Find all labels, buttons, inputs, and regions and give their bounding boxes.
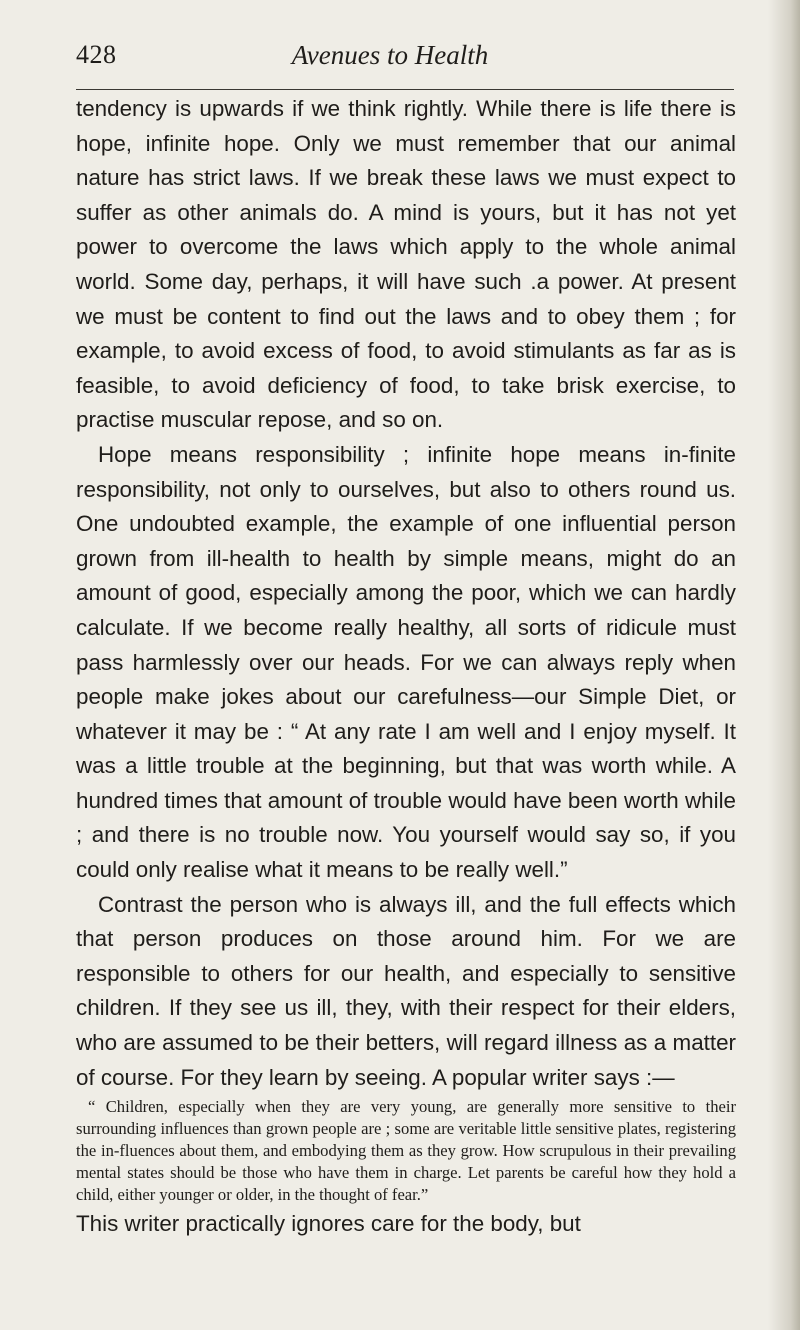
paragraph-hope: Hope means responsibility ; infinite hope means in-finite responsibility, not only to ourselves, but also to others round us. One undoubted example, the example of one influential person grown from ill-health to health by simple means, might do an amount of good, especially among the poor, which we can hardly calculate. If we become really healthy, all sorts of ridicule must pass harmlessly over our heads. For we can always reply when people make jokes about our carefulness—our Simple Diet, or whatever it may be : “ At any rate I am well and I enjoy myself. It was a little trouble at the beginning, but that was worth while. A hundred times that amount of trouble would have been worth while ; and there is no trouble now. You yourself would say so, if you could only realise what it means to be really well.” (76, 441, 736, 883)
header-rule (76, 89, 734, 90)
running-head: Avenues to Health (291, 40, 489, 70)
page-number: 428 (76, 40, 117, 69)
block-quote: “ Children, especially when they are very young, are generally more sensitive to their surrounding influences than grown people are ; some are veritable little sensitive plates, registering the in-fluences about them, and embodying them as they grow. How scrupulous in their prevailing mental states should be those who have them in charge. Let parents be careful how they hold a child, either younger or older, in the thought of fear.” (76, 1097, 736, 1205)
body-text (76, 92, 736, 1242)
paragraph-contrast: Contrast the person who is always ill, and the full effects which that person produces on those around him. For we are responsible to others for our health, and especially to sensitive children. If they see us ill, they, with their respect for their elders, who are assumed to be their betters, will regard illness as a matter of course. For they learn by seeing. A popular writer says :— (76, 891, 736, 1090)
paragraph-continued: tendency is upwards if we think rightly. While there is life there is hope, infinite hope. Only we must remember that our animal nature has strict laws. If we break these laws we must expect to suffer as other animals do. A mind is yours, but it has not yet power to overcome the laws which apply to the whole animal world. Some day, perhaps, it will have such .a power. At present we must be content to find out the laws and to obey them ; for example, to avoid excess of food, to avoid stimulants as far as is feasible, to avoid deficiency of food, to take brisk exercise, to practise muscular repose, and so on. (76, 96, 736, 433)
paragraph-final-line: This writer practically ignores care for the body, but (76, 1211, 581, 1237)
page-edge-shadow (768, 0, 800, 1330)
